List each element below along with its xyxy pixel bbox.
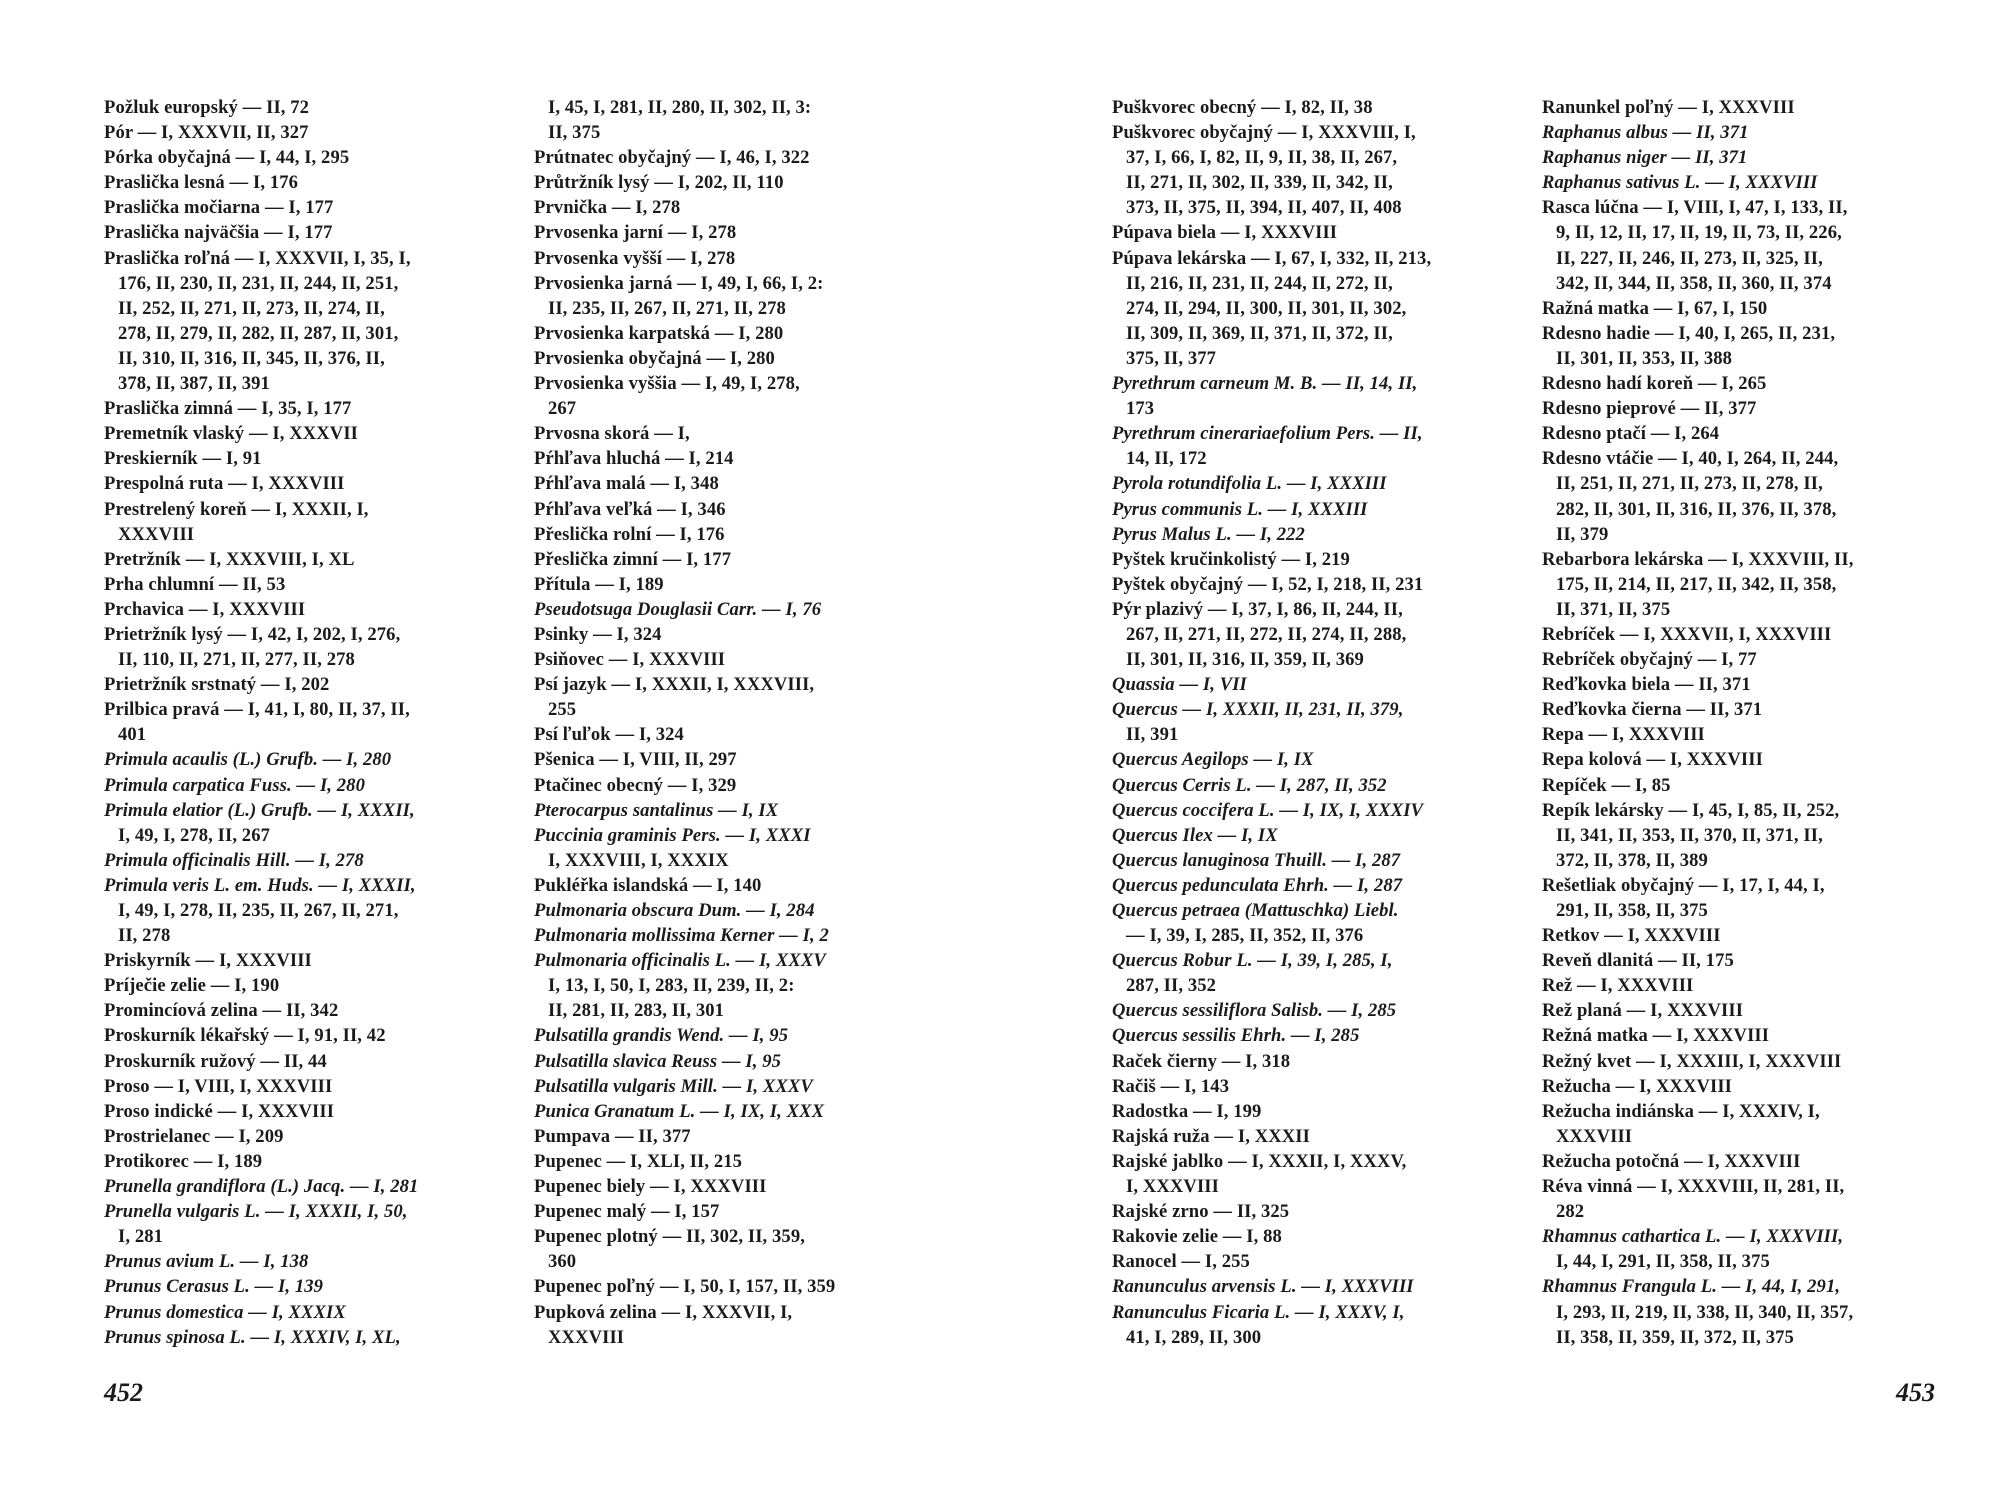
index-entry: Prunus avium L. — I, 138 bbox=[104, 1251, 309, 1273]
index-entry-continuation: II, 227, II, 246, II, 273, II, 325, II, bbox=[1556, 247, 1823, 269]
index-entry: Puškvorec obyčajný — I, XXXVIII, I, bbox=[1112, 122, 1416, 144]
index-entry: Přeslička rolní — I, 176 bbox=[534, 523, 725, 545]
index-entry: Premetník vlaský — I, XXXVII bbox=[104, 423, 358, 445]
index-entry: Preskierník — I, 91 bbox=[104, 448, 262, 470]
index-entry-continuation: 372, II, 378, II, 389 bbox=[1556, 849, 1708, 871]
index-entry: Ranunkel poľný — I, XXXVIII bbox=[1542, 97, 1795, 118]
index-entry-continuation: 173 bbox=[1126, 398, 1155, 420]
index-entry: Quercus pedunculata Ehrh. — I, 287 bbox=[1112, 874, 1403, 896]
index-entry: Pyrethrum cinerariaefolium Pers. — II, bbox=[1112, 423, 1423, 445]
index-entry: Průtržník lysý — I, 202, II, 110 bbox=[534, 172, 784, 194]
index-entry: Požluk europský — II, 72 bbox=[104, 97, 310, 118]
index-entry: Príječie zelie — I, 190 bbox=[104, 975, 280, 997]
index-entry-continuation: I, XXXVIII bbox=[1126, 1176, 1219, 1198]
index-column-1 bbox=[1112, 95, 1532, 1350]
index-entry: Pýr plazivý — I, 37, I, 86, II, 244, II, bbox=[1112, 598, 1403, 620]
index-entry-continuation: II, 301, II, 316, II, 359, II, 369 bbox=[1126, 649, 1364, 671]
index-entry-continuation: 9, II, 12, II, 17, II, 19, II, 73, II, 226, bbox=[1556, 222, 1842, 244]
index-entry: Pukléřka islandská — I, 140 bbox=[534, 874, 762, 896]
index-entry: Proskurník lékařský — I, 91, II, 42 bbox=[104, 1025, 386, 1047]
index-entry: Punica Granatum L. — I, IX, I, XXX bbox=[534, 1100, 825, 1122]
index-entry: Prietržník srstnatý — I, 202 bbox=[104, 674, 330, 696]
index-entry-continuation: 267, II, 271, II, 272, II, 274, II, 288, bbox=[1126, 623, 1407, 645]
index-entry-continuation: XXXVIII bbox=[548, 1326, 625, 1348]
index-entry: Pŕhľava hluchá — I, 214 bbox=[534, 448, 734, 470]
index-entry: Prunus spinosa L. — I, XXXIV, I, XL, bbox=[104, 1326, 401, 1348]
index-entry: Proso indické — I, XXXVIII bbox=[104, 1100, 335, 1122]
index-entry: Prietržník lysý — I, 42, I, 202, I, 276, bbox=[104, 623, 401, 645]
index-entry: Repa kolová — I, XXXVIII bbox=[1542, 749, 1763, 771]
index-entry: Rež — I, XXXVIII bbox=[1542, 975, 1694, 997]
index-entry: Proso — I, VIII, I, XXXVIII bbox=[104, 1075, 333, 1097]
index-entry-continuation: II, 252, II, 271, II, 273, II, 274, II, bbox=[118, 297, 385, 319]
index-entry-continuation: 37, I, 66, I, 82, II, 9, II, 38, II, 267, bbox=[1126, 147, 1398, 169]
index-entry-continuation: 373, II, 375, II, 394, II, 407, II, 408 bbox=[1126, 197, 1402, 219]
page-number: 453 bbox=[1896, 1378, 1935, 1407]
index-entry: Rebarbora lekárska — I, XXXVIII, II, bbox=[1542, 548, 1854, 570]
index-entry: Puškvorec obecný — I, 82, II, 38 bbox=[1112, 97, 1373, 118]
index-entry-continuation: 176, II, 230, II, 231, II, 244, II, 251, bbox=[118, 272, 399, 294]
index-entry: Retkov — I, XXXVIII bbox=[1542, 925, 1721, 947]
index-entry-continuation: II, 371, II, 375 bbox=[1556, 598, 1671, 620]
index-entry: Reďkovka čierna — II, 371 bbox=[1542, 699, 1763, 721]
index-entry: Ranunculus Ficaria L. — I, XXXV, I, bbox=[1112, 1301, 1405, 1323]
index-entry: Quassia — I, VII bbox=[1112, 674, 1247, 696]
index-entry: Pulmonaria mollissima Kerner — I, 2 bbox=[534, 925, 829, 947]
index-entry: Rajská ruža — I, XXXII bbox=[1112, 1125, 1310, 1147]
index-entry: Rdesno vtáčie — I, 40, I, 264, II, 244, bbox=[1542, 448, 1839, 470]
index-entry: Praslička najväčšia — I, 177 bbox=[104, 222, 333, 244]
index-entry: Repíček — I, 85 bbox=[1542, 774, 1671, 796]
index-entry: Réva vinná — I, XXXVIII, II, 281, II, bbox=[1542, 1176, 1845, 1198]
index-entry-continuation: II, 251, II, 271, II, 273, II, 278, II, bbox=[1556, 473, 1823, 495]
index-entry-continuation: II, 358, II, 359, II, 372, II, 375 bbox=[1556, 1326, 1794, 1348]
index-entry: Raphanus sativus L. — I, XXXVIII bbox=[1542, 172, 1818, 194]
index-entry: Prvosenka vyšší — I, 278 bbox=[534, 247, 736, 269]
index-column-1 bbox=[104, 95, 524, 1350]
index-entry: Psí jazyk — I, XXXII, I, XXXVIII, bbox=[534, 674, 815, 696]
index-entry: Pulmonaria obscura Dum. — I, 284 bbox=[534, 900, 815, 921]
index-entry: Rebríček obyčajný — I, 77 bbox=[1542, 649, 1757, 671]
index-entry-continuation: — I, 39, I, 285, II, 352, II, 376 bbox=[1126, 925, 1364, 947]
index-entry: Rhamnus cathartica L. — I, XXXVIII, bbox=[1542, 1226, 1844, 1248]
index-entry: Pupenec biely — I, XXXVIII bbox=[534, 1176, 767, 1198]
index-entry: Prunus Cerasus L. — I, 139 bbox=[104, 1276, 324, 1298]
index-entry-continuation: II, 271, II, 302, II, 339, II, 342, II, bbox=[1126, 172, 1393, 194]
index-entry: Repa — I, XXXVIII bbox=[1542, 724, 1705, 746]
index-entry: Pupenec plotný — II, 302, II, 359, bbox=[534, 1226, 805, 1248]
index-entry: Prunella vulgaris L. — I, XXXII, I, 50, bbox=[104, 1201, 408, 1223]
index-entry: Púpava biela — I, XXXVIII bbox=[1112, 222, 1338, 244]
index-entry: Púpava lekárska — I, 67, I, 332, II, 213, bbox=[1112, 247, 1432, 269]
index-entry: Quercus Aegilops — I, IX bbox=[1112, 749, 1314, 771]
index-entry: Prunella grandiflora (L.) Jacq. — I, 281 bbox=[104, 1176, 419, 1198]
index-entry: Režucha indiánska — I, XXXIV, I, bbox=[1542, 1100, 1820, 1122]
index-entry-continuation: 378, II, 387, II, 391 bbox=[118, 373, 270, 395]
index-entry-continuation: II, 216, II, 231, II, 244, II, 272, II, bbox=[1126, 272, 1393, 294]
index-entry: Prvosienka karpatská — I, 280 bbox=[534, 322, 784, 344]
index-entry: Prvosienka obyčajná — I, 280 bbox=[534, 347, 775, 369]
index-entry: Reveň dlanitá — II, 175 bbox=[1542, 950, 1734, 972]
index-entry-continuation: XXXVIII bbox=[118, 523, 195, 545]
index-entry: Praslička zimná — I, 35, I, 177 bbox=[104, 398, 352, 420]
index-entry-continuation: XXXVIII bbox=[1556, 1125, 1633, 1147]
index-entry: Pyštek kručinkolistý — I, 219 bbox=[1112, 548, 1350, 570]
index-entry: Pŕhľava malá — I, 348 bbox=[534, 473, 719, 495]
index-entry: Prvosenka jarní — I, 278 bbox=[534, 222, 737, 244]
index-entry: Pupenec malý — I, 157 bbox=[534, 1201, 720, 1223]
index-entry: Režný kvet — I, XXXIII, I, XXXVIII bbox=[1542, 1050, 1842, 1072]
index-entry: Psiňovec — I, XXXVIII bbox=[534, 649, 726, 671]
index-entry: Psinky — I, 324 bbox=[534, 623, 662, 645]
index-entry: Rebríček — I, XXXVII, I, XXXVIII bbox=[1542, 623, 1832, 645]
index-entry-continuation: I, 13, I, 50, I, 283, II, 239, II, 2: bbox=[548, 975, 795, 997]
index-entry: Quercus Robur L. — I, 39, I, 285, I, bbox=[1112, 950, 1393, 972]
index-entry: Pór — I, XXXVII, II, 327 bbox=[104, 122, 309, 144]
index-entry: Quercus lanuginosa Thuill. — I, 287 bbox=[1112, 849, 1401, 871]
index-entry: Quercus sessiliflora Salisb. — I, 285 bbox=[1112, 1000, 1397, 1022]
index-entry: Račiš — I, 143 bbox=[1112, 1075, 1230, 1097]
index-entry: Pupenec — I, XLI, II, 215 bbox=[534, 1150, 743, 1172]
index-entry: Pumpava — II, 377 bbox=[534, 1125, 691, 1147]
index-entry-continuation: 267 bbox=[548, 398, 577, 420]
index-entry: Prostrielanec — I, 209 bbox=[104, 1125, 284, 1147]
index-entry-continuation: 274, II, 294, II, 300, II, 301, II, 302, bbox=[1126, 297, 1407, 319]
index-entry-continuation: 342, II, 344, II, 358, II, 360, II, 374 bbox=[1556, 272, 1832, 294]
index-entry-continuation: 282 bbox=[1556, 1201, 1585, 1223]
index-entry: Rdesno ptačí — I, 264 bbox=[1542, 423, 1720, 445]
index-entry: Pyrethrum carneum M. B. — II, 14, II, bbox=[1112, 373, 1418, 395]
index-entry: Prilbica pravá — I, 41, I, 80, II, 37, II, bbox=[104, 699, 410, 721]
index-entry-continuation: 14, II, 172 bbox=[1126, 448, 1207, 470]
index-entry: Pyrus Malus L. — I, 222 bbox=[1112, 523, 1305, 545]
index-entry: Režucha — I, XXXVIII bbox=[1542, 1075, 1733, 1097]
index-entry: Pupenec poľný — I, 50, I, 157, II, 359 bbox=[534, 1276, 836, 1298]
index-entry: Rajské zrno — II, 325 bbox=[1112, 1201, 1290, 1223]
index-entry-continuation: II, 110, II, 271, II, 277, II, 278 bbox=[118, 649, 355, 671]
index-entry: Praslička lesná — I, 176 bbox=[104, 172, 299, 194]
index-entry: Primula acaulis (L.) Grufb. — I, 280 bbox=[104, 749, 392, 771]
index-entry: Přítula — I, 189 bbox=[534, 573, 664, 595]
index-entry: Prvnička — I, 278 bbox=[534, 197, 681, 219]
index-entry-continuation: II, 278 bbox=[118, 925, 171, 947]
index-entry: Praslička roľná — I, XXXVII, I, 35, I, bbox=[104, 247, 411, 269]
index-entry: Quercus petraea (Mattuschka) Liebl. bbox=[1112, 900, 1399, 921]
page-right bbox=[1008, 0, 2016, 1500]
index-entry-continuation: 287, II, 352 bbox=[1126, 975, 1217, 997]
index-entry-continuation: 278, II, 279, II, 282, II, 287, II, 301, bbox=[118, 322, 399, 344]
index-entry: Repík lekársky — I, 45, I, 85, II, 252, bbox=[1542, 799, 1840, 821]
index-entry-continuation: I, 49, I, 278, II, 267 bbox=[118, 824, 271, 846]
index-entry: Prunus domestica — I, XXXIX bbox=[104, 1301, 346, 1323]
index-entry-continuation: I, 45, I, 281, II, 280, II, 302, II, 3: bbox=[548, 97, 812, 118]
index-entry-continuation: I, 44, I, 291, II, 358, II, 375 bbox=[1556, 1251, 1770, 1273]
index-entry-continuation: 401 bbox=[118, 724, 147, 746]
index-entry-continuation: II, 301, II, 353, II, 388 bbox=[1556, 347, 1733, 369]
index-entry: Pulsatilla grandis Wend. — I, 95 bbox=[534, 1025, 789, 1047]
index-entry: Pyrola rotundifolia L. — I, XXXIII bbox=[1112, 473, 1387, 495]
index-entry: Reďkovka biela — II, 371 bbox=[1542, 674, 1751, 696]
index-entry: Prvosna skorá — I, bbox=[534, 423, 690, 445]
index-entry: Quercus sessilis Ehrh. — I, 285 bbox=[1112, 1025, 1360, 1047]
index-entry-continuation: II, 281, II, 283, II, 301 bbox=[548, 1000, 725, 1022]
index-entry: Rhamnus Frangula L. — I, 44, I, 291, bbox=[1542, 1276, 1841, 1298]
index-entry: Rdesno hadie — I, 40, I, 265, II, 231, bbox=[1542, 322, 1836, 344]
index-entry: Pupková zelina — I, XXXVII, I, bbox=[534, 1301, 793, 1323]
index-entry: Pretržník — I, XXXVIII, I, XL bbox=[104, 548, 355, 570]
index-entry: Quercus — I, XXXII, II, 231, II, 379, bbox=[1112, 699, 1404, 721]
index-entry: Promincíová zelina — II, 342 bbox=[104, 1000, 339, 1022]
index-entry: Pyštek obyčajný — I, 52, I, 218, II, 231 bbox=[1112, 573, 1424, 595]
index-entry-continuation: 282, II, 301, II, 316, II, 376, II, 378, bbox=[1556, 498, 1837, 520]
index-entry: Pórka obyčajná — I, 44, I, 295 bbox=[104, 147, 350, 169]
index-entry: Rdesno hadí koreň — I, 265 bbox=[1542, 373, 1767, 395]
index-entry-continuation: 41, I, 289, II, 300 bbox=[1126, 1326, 1262, 1348]
index-entry: Prespolná ruta — I, XXXVIII bbox=[104, 473, 345, 495]
index-entry: Prha chlumní — II, 53 bbox=[104, 573, 286, 595]
index-entry: Prchavica — I, XXXVIII bbox=[104, 598, 306, 620]
index-entry: Prútnatec obyčajný — I, 46, I, 322 bbox=[534, 147, 810, 169]
page-number: 452 bbox=[104, 1378, 143, 1407]
index-entry-continuation: II, 379 bbox=[1556, 523, 1609, 545]
index-entry-continuation: 255 bbox=[548, 699, 577, 721]
index-entry: Pulmonaria officinalis L. — I, XXXV bbox=[534, 950, 826, 972]
index-entry-continuation: I, XXXVIII, I, XXXIX bbox=[548, 849, 729, 871]
index-entry-continuation: I, 49, I, 278, II, 235, II, 267, II, 271, bbox=[118, 900, 399, 921]
index-entry: Pyrus communis L. — I, XXXIII bbox=[1112, 498, 1368, 520]
index-entry: Prvosienka vyššia — I, 49, I, 278, bbox=[534, 373, 800, 395]
index-entry: Pseudotsuga Douglasii Carr. — I, 76 bbox=[534, 598, 822, 620]
index-entry: Priskyrník — I, XXXVIII bbox=[104, 950, 312, 972]
index-entry: Radostka — I, 199 bbox=[1112, 1100, 1262, 1122]
index-entry: Režná matka — I, XXXVIII bbox=[1542, 1025, 1770, 1047]
index-column-2 bbox=[534, 95, 912, 1350]
index-entry-continuation: I, 281 bbox=[118, 1226, 164, 1248]
index-entry: Primula elatior (L.) Grufb. — I, XXXII, bbox=[104, 799, 415, 821]
index-entry: Rež planá — I, XXXVIII bbox=[1542, 1000, 1744, 1022]
index-entry: Quercus Ilex — I, IX bbox=[1112, 824, 1278, 846]
index-entry-continuation: II, 375 bbox=[548, 122, 601, 144]
index-entry: Rešetliak obyčajný — I, 17, I, 44, I, bbox=[1542, 874, 1825, 896]
index-entry: Režucha potočná — I, XXXVIII bbox=[1542, 1150, 1801, 1172]
index-entry: Puccinia graminis Pers. — I, XXXI bbox=[534, 824, 811, 846]
index-entry-continuation: II, 341, II, 353, II, 370, II, 371, II, bbox=[1556, 824, 1823, 846]
index-entry: Ranunculus arvensis L. — I, XXXVIII bbox=[1112, 1276, 1414, 1298]
index-entry: Rajské jablko — I, XXXII, I, XXXV, bbox=[1112, 1150, 1407, 1172]
index-entry-continuation: 175, II, 214, II, 217, II, 342, II, 358, bbox=[1556, 573, 1837, 595]
index-entry: Proskurník ružový — II, 44 bbox=[104, 1050, 327, 1072]
index-entry-continuation: 360 bbox=[548, 1251, 577, 1273]
index-entry: Pulsatilla vulgaris Mill. — I, XXXV bbox=[534, 1075, 813, 1097]
index-entry: Ptačinec obecný — I, 329 bbox=[534, 774, 737, 796]
index-entry: Pšenica — I, VIII, II, 297 bbox=[534, 749, 737, 771]
index-entry: Psí ľuľok — I, 324 bbox=[534, 724, 684, 746]
index-entry: Praslička močiarna — I, 177 bbox=[104, 197, 334, 219]
index-entry: Pŕhľava veľká — I, 346 bbox=[534, 498, 726, 520]
index-entry: Rasca lúčna — I, VIII, I, 47, I, 133, II, bbox=[1542, 197, 1848, 219]
index-entry: Primula carpatica Fuss. — I, 280 bbox=[104, 774, 365, 796]
index-entry: Quercus Cerris L. — I, 287, II, 352 bbox=[1112, 774, 1387, 796]
index-entry-continuation: II, 235, II, 267, II, 271, II, 278 bbox=[548, 297, 786, 319]
index-entry-continuation: II, 391 bbox=[1126, 724, 1179, 746]
index-entry-continuation: 375, II, 377 bbox=[1126, 347, 1217, 369]
index-entry: Raček čierny — I, 318 bbox=[1112, 1050, 1291, 1072]
index-entry-continuation: II, 310, II, 316, II, 345, II, 376, II, bbox=[118, 347, 385, 369]
index-entry-continuation: I, 293, II, 219, II, 338, II, 340, II, 357, bbox=[1556, 1301, 1854, 1323]
index-entry: Raphanus niger — II, 371 bbox=[1542, 147, 1748, 169]
index-entry: Ražná matka — I, 67, I, 150 bbox=[1542, 297, 1768, 319]
index-column-2 bbox=[1542, 95, 1952, 1350]
index-entry: Rdesno pieprové — II, 377 bbox=[1542, 398, 1757, 420]
index-entry: Protikorec — I, 189 bbox=[104, 1150, 263, 1172]
index-entry: Primula veris L. em. Huds. — I, XXXII, bbox=[104, 874, 416, 896]
index-entry: Přeslička zimní — I, 177 bbox=[534, 548, 732, 570]
index-entry: Quercus coccifera L. — I, IX, I, XXXIV bbox=[1112, 799, 1424, 821]
index-entry: Prvosienka jarná — I, 49, I, 66, I, 2: bbox=[534, 272, 824, 294]
index-entry-continuation: 291, II, 358, II, 375 bbox=[1556, 900, 1708, 921]
index-entry: Pulsatilla slavica Reuss — I, 95 bbox=[534, 1050, 782, 1072]
index-entry: Prestrelený koreň — I, XXXII, I, bbox=[104, 498, 369, 520]
index-entry-continuation: II, 309, II, 369, II, 371, II, 372, II, bbox=[1126, 322, 1393, 344]
index-entry: Rakovie zelie — I, 88 bbox=[1112, 1226, 1282, 1248]
index-entry: Ranocel — I, 255 bbox=[1112, 1251, 1250, 1273]
index-entry: Pterocarpus santalinus — I, IX bbox=[534, 799, 779, 821]
index-entry: Primula officinalis Hill. — I, 278 bbox=[104, 849, 364, 871]
index-entry: Raphanus albus — II, 371 bbox=[1542, 122, 1749, 144]
